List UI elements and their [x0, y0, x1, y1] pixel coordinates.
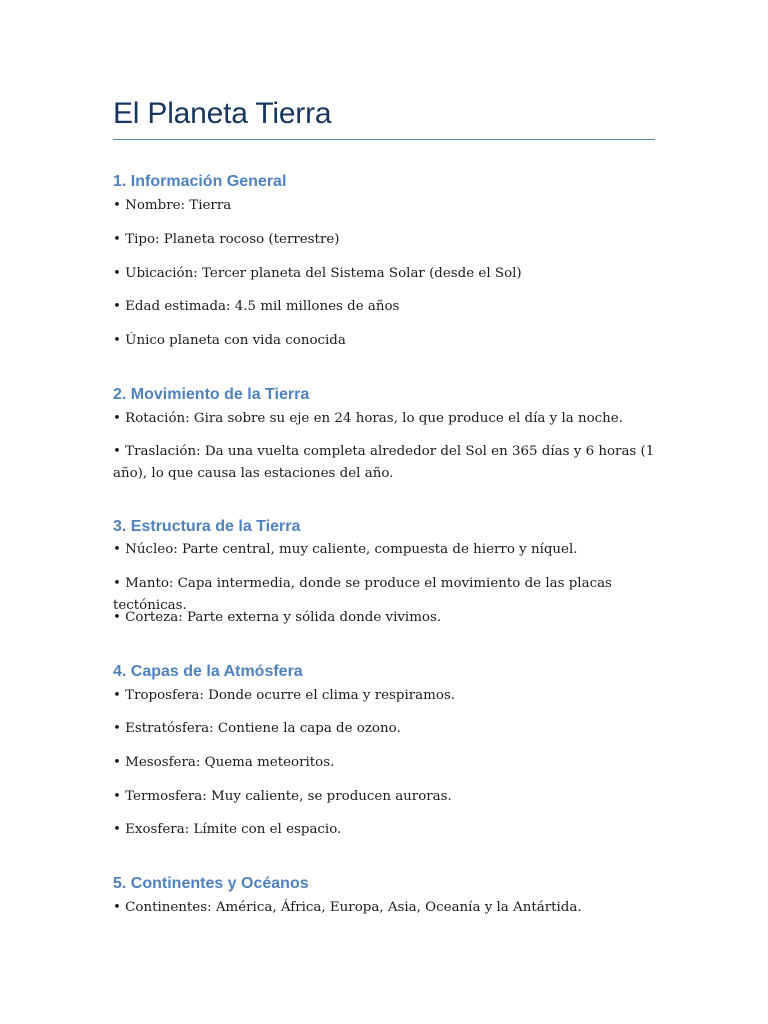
section-heading-estructura: 3. Estructura de la Tierra [113, 518, 301, 535]
list-item: • Ubicación: Tercer planeta del Sistema Solar (desde el Sol) [113, 266, 522, 281]
list-item: • Nombre: Tierra [113, 198, 232, 213]
section-heading-movimiento: 2. Movimiento de la Tierra [113, 386, 310, 403]
list-item: • Manto: Capa intermedia, donde se produce el movimiento de las placas tectónicas. [113, 576, 612, 613]
list-item: • Mesosfera: Quema meteoritos. [113, 755, 335, 770]
section-heading-continentes: 5. Continentes y Océanos [113, 875, 309, 892]
list-item: • Edad estimada: 4.5 mil millones de años [113, 299, 400, 314]
list-item: • Núcleo: Parte central, muy caliente, compuesta de hierro y níquel. [113, 542, 578, 557]
list-item: • Exosfera: Límite con el espacio. [113, 822, 342, 837]
title-underline-divider [113, 139, 655, 140]
list-item: • Termosfera: Muy caliente, se producen auroras. [113, 789, 452, 804]
section-heading-atmosfera: 4. Capas de la Atmósfera [113, 663, 303, 680]
list-item: • Tipo: Planeta rocoso (terrestre) [113, 232, 340, 247]
list-item: • Corteza: Parte externa y sólida donde vivimos. [113, 610, 442, 625]
list-item: • Troposfera: Donde ocurre el clima y respiramos. [113, 688, 456, 703]
list-item: • Único planeta con vida conocida [113, 333, 346, 348]
list-item: • Continentes: América, África, Europa, Asia, Oceanía y la Antártida. [113, 900, 582, 915]
document-title: El Planeta Tierra [113, 97, 332, 130]
list-item: • Rotación: Gira sobre su eje en 24 horas, lo que produce el día y la noche. [113, 411, 623, 426]
list-item: • Estratósfera: Contiene la capa de ozono. [113, 721, 401, 736]
list-item: • Traslación: Da una vuelta completa alrededor del Sol en 365 días y 6 horas (1 año), lo que causa las estaciones del año. [113, 444, 655, 481]
section-heading-informacion-general: 1. Información General [113, 173, 287, 190]
